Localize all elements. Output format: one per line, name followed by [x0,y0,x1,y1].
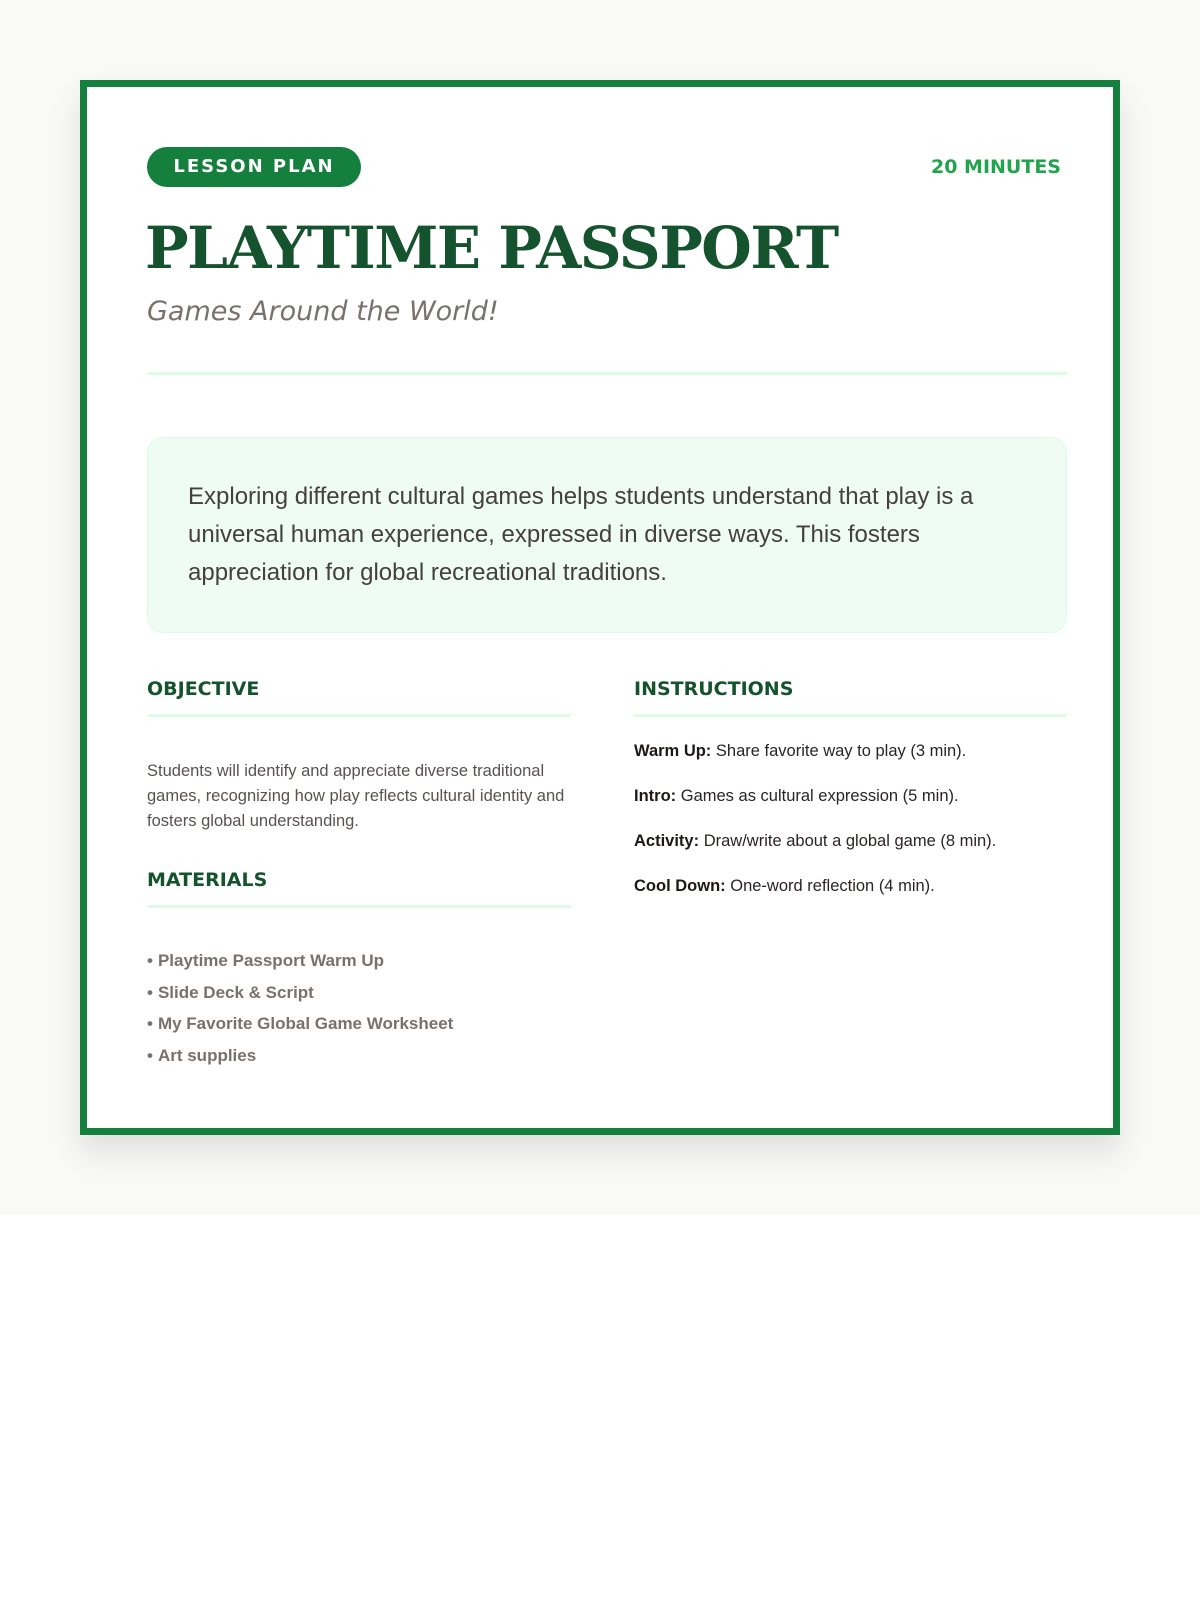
step-text: Games as cultural expression (5 min). [680,787,959,805]
materials-item-label: Slide Deck & Script [157,982,314,1002]
instructions-heading: INSTRUCTIONS [634,678,794,700]
objective-heading: OBJECTIVE [147,678,260,700]
intro-callout-text: Exploring different cultural games helps students understand that play is a universal human experience, expressed in diverse ways. This fosters appreciation for global recreational traditions. [188,483,974,586]
step-label: Cool Down: [634,877,726,895]
materials-item [147,977,453,1009]
header-divider [147,372,1067,375]
bullet-icon: • [147,982,153,1002]
materials-heading: MATERIALS [147,869,268,891]
instruction-step [634,784,1074,829]
step-label: Intro: [634,787,677,805]
step-text: Draw/write about a global game (8 min). [703,832,997,850]
instruction-step [634,829,1074,874]
lesson-plan-card [80,80,1120,1135]
bullet-icon: • [147,1045,153,1065]
instructions-divider [634,714,1067,717]
instructions-list [634,739,1074,919]
step-label: Warm Up: [634,742,712,760]
step-text: Share favorite way to play (3 min). [715,742,967,760]
materials-list [147,945,453,1071]
lesson-plan-badge: LESSON PLAN [147,147,361,187]
intro-callout [147,437,1067,633]
step-text: One-word reflection (4 min). [730,877,935,895]
objective-divider [147,714,571,717]
materials-item-label: My Favorite Global Game Worksheet [157,1014,454,1033]
page-subtitle: Games Around the World! [147,296,499,327]
materials-item-label: Playtime Passport Warm Up [157,951,385,970]
materials-item [147,1008,453,1040]
materials-item [147,1040,453,1072]
duration-label: 20 MINUTES [931,156,1061,178]
objective-text: Students will identify and appreciate diverse traditional games, recognizing how play reflects cultural identity and fosters global understanding. [147,762,565,830]
materials-item-label: Art supplies [157,1045,257,1065]
page-title: PLAYTIME PASSPORT [145,214,838,282]
materials-divider [147,905,571,908]
step-label: Activity: [634,832,700,850]
instruction-step [634,874,1074,919]
instruction-step [634,739,1074,784]
bullet-icon: • [147,951,153,970]
materials-item [147,945,453,977]
bullet-icon: • [147,1014,153,1033]
